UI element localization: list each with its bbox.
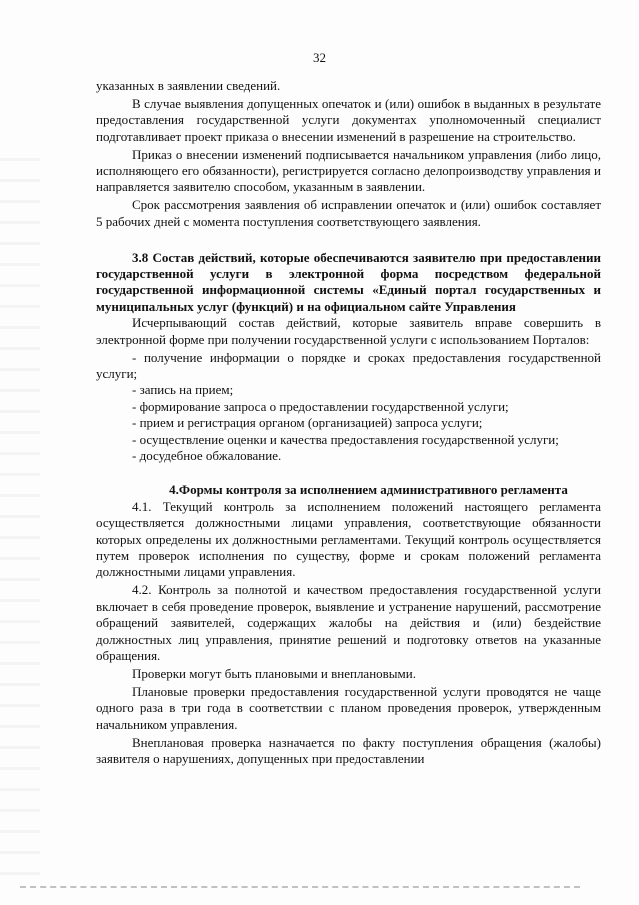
page-number: 32 xyxy=(313,50,326,65)
paragraph-current-control: 4.1. Текущий контроль за исполнением положений настоящего регламента осуществляется должностными лицами управления, соответствующие обязанности которых определены их должностными регламентами. Текущий контроль осуществляется путем проверок исполнения по существу, форме и срокам положений регламента должностными лицами управления. xyxy=(96,498,601,580)
list-item: - прием и регистрация органом (организацией) запроса услуги; xyxy=(132,415,483,431)
scan-artifact-bottom xyxy=(20,886,580,888)
paragraph-review-term: Срок рассмотрения заявления об исправлении опечаток и (или) ошибок составляет 5 рабочих дней с момента поступления соответствующего заявления. xyxy=(96,197,601,229)
spacer xyxy=(96,464,601,482)
paragraph-continuation: указанных в заявлении сведений. xyxy=(96,78,281,93)
list-item: - осуществление оценки и качества предоставления государственной услуги; xyxy=(132,431,559,447)
list-item: - запись на прием; xyxy=(132,382,234,398)
paragraph-unplanned-inspection: Внеплановая проверка назначается по факту поступления обращения (жалобы) заявителя о нарушениях, допущенных при предоставлении xyxy=(96,734,601,766)
paragraph-inspection-types: Проверки могут быть плановыми и внеплановыми. xyxy=(132,665,416,681)
paragraph-planned-inspections: Плановые проверки предоставления государственной услуги проводятся не чаще одного раза в три года в соответствии с планом проведения проверок, утвержденным начальником управления. xyxy=(96,683,601,732)
paragraph-typo-correction: В случае выявления допущенных опечаток и (или) ошибок в выданных в результате предоставления государственной услуги документах уполномоченный специалист подготавливает проект приказа о внесении изменений в разрешение на строительство. xyxy=(96,95,601,144)
list-item: - получение информации о порядке и сроках предоставления государственной услуги; xyxy=(96,349,601,381)
spacer xyxy=(96,232,601,250)
section-3-8-title: 3.8 Состав действий, которые обеспечиваются заявителю при предоставлении государственной услуги в электронной форма посредством федеральной государственной информационной системы «Единый портал государственных и муниципальных услуг (функций) и на официальном сайте Управления xyxy=(96,249,601,314)
section-4-title: 4.Формы контроля за исполнением административного регламента xyxy=(169,482,568,498)
paragraph-quality-control: 4.2. Контроль за полнотой и качеством предоставления государственной услуги включает в себя проведение проверок, выявление и устранение нарушений, рассмотрение обращений заявителей, содержащих жалобы на действия и (или) бездействие должностных лиц управления, принятие решений и подготовку ответов на указанные обращения. xyxy=(96,582,601,663)
scan-artifact-left xyxy=(0,140,40,880)
list-item: - формирование запроса о предоставлении государственной услуги; xyxy=(132,398,509,414)
document-body xyxy=(96,78,601,769)
paragraph-actions-intro: Исчерпывающий состав действий, которые заявитель вправе совершить в электронной форме при получении государственной услуги с использованием Порталов: xyxy=(96,315,601,347)
paragraph-order-signing: Приказ о внесении изменений подписывается начальником управления (либо лицо, исполняющего его обязанности), регистрируется согласно делопроизводству управления и направляется заявителю способом, указанным в заявлении. xyxy=(96,146,601,195)
actions-list xyxy=(96,350,601,465)
list-item: - досудебное обжалование. xyxy=(132,448,282,464)
